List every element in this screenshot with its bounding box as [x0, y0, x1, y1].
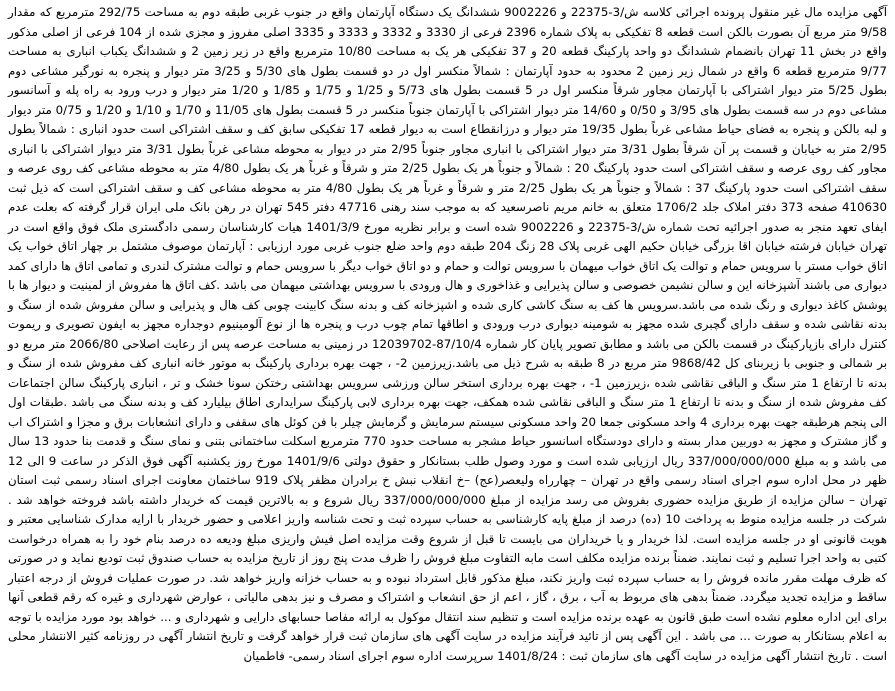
- auction-notice-text: آگهی مزایده مال غیر منقول پرونده اجرائی کلاسه ش/3-22375 و 9002226 ششدانگ یک دستگاه آپارتمان واقع در جنوب غربی طبقه دوم به مساحت 292/75 مترمربع که مقدار 9/58 متر مربع آن بصورت بالکن است قطعه 8 تفکیکی به پلاک شماره 2396 فرعی از 3330 و 3332 و 3333 و 3335 اصلی مفروز و مجزی شده از 104 فرعی از اصلی مذکور واقع در بخش 11 تهران بانضمام ششدانگ دو واحد پارکینگ قطعه 20 و 37 تفکیکی هر یک به مساحت 10/80 مترمربع واقع در زیر زمین 2 و ششدانگ یکباب انباری به مساحت 9/77 مترمربع قطعه 6 واقع در شمال زیر زمین 2 محدود به حدود آپارتمان : شمالاً منکسر اول در دو قسمت بطول های 5/30 و 3/25 متر دیوار و پنجره به نورگیر مشاعی دوم بطول 5/25 متر دیوار اشتراکی با آپارتمان مجاور شرقاً منکسر اول در 5 قسمت بطول های 5/73 و 1/25 و 1/75 و 1/85 و 1/20 متر دیوار و درب ورود به راه پله و آسانسور مشاعی دوم در سه قسمت بطول های 3/95 و 0/50 و 14/60 متر دیوار اشتراکی با آپارتمان جنوباً منکسر در 5 قسمت بطول های 11/05 و 1/70 و 1/10 و 1/20 و 0/75 متر دیوار و لبه بالکن و پنجره به فضای حیاط مشاعی غرباً بطول 19/35 متر دیوار و درزانقطاع است به دیوار قطعه 17 تفکیکی سابق کف و سقف اشتراکی است حدود انباری : شمالاً بطول 2/95 متر به خیابان و قسمت پر آن شرقاً بطول 3/31 متر دیوار اشتراکی با انباری مجاور جنوباً 2/95 متر در دیوار به محوطه مشاعی غرباً بطول 3/31 متر دیوار اشتراکی با انباری مجاور کف روی عرصه و سقف اشتراکی است حدود پارکینگ 20 : شمالاً و جنوباً هر یک بطول 2/25 متر و شرقاً و غرباً هر یک بطول 4/80 متر به محوطه مشاعی کف روی عرصه و سقف اشتراکی است حدود پارکینگ 37 : شمالاً و جنوباً هر یک بطول 2/25 متر و شرقاً و غرباً هر یک بطول 4/80 متر به محوطه مشاعی کف و سقف اشتراکی است که ذیل ثبت 410630 صفحه 373 دفتر املاک جلد 1706/2 متعلق به خانم مریم ناصرسعید که به موجب سند رهنی 47716 دفتر 545 تهران در رهن بانک ملی ایران قرار گرفته که بعلت عدم ایفای تعهد منجر به صدور اجرائیه تحت شماره ش/3-22375 و 9002226 شده است و برابر نظریه مورخ 1401/3/9 هیات کارشناسان رسمی دادگستری ملک فوق واقع است در تهران خیابان فرشته خیابان اقا بزرگی خیابان حکیم الهی غربی پلاک 28 زنگ 204 طبقه دوم واحد ضلع جنوب غربی مورد ارزیابی : آپارتمان موصوف مشتمل بر چهار اتاق خواب یک اتاق خواب مستر با سرویس حمام و توالت یک اتاق خواب میهمان با سرویس توالت و حمام و دو اتاق خواب دیگر با سرویس حمام و توالت مشترک لندری و تمامی اتاق ها دارای کمد دیواری می باشند آشپزخانه این و سالن نشیمن خصوصی و سالن پذیرایی و غذاخوری و هال ورودی با سرویس بهداشتی میهمان می باشد .کف اتاق ها مفروش از لمینیت و دیوار ها با پوشش کاغذ دیواری و رنگ شده می باشد.سرویس ها کف به سنگ کاشی کاری شده و اشپزخانه کف و بدنه سنگ کابینت چوبی کف هال و پذیرایی و سالن مفروش شده از سنگ و بدنه نقاشی شده و سقف دارای گچبری شده مجهز به شومینه دیواری درب ورودی و اطاقها تمام چوب درب و پنجره ها از نوع آلومینیوم دوجداره مجهز به ایفون تصویری و ریموت کنترل دارای بازپارکینگ در قسمت بالکن می باشد و مطابق تصویر پایان کار شماره 87/10/4-12039702 در زمینی به مساحت عرصه پس از رعایت اصلاحی 2066/80 متر مربع دو بر شمالی و جنوبی با زیربنای کل 9868/42 متر مربع در 8 طبقه به شرح ذیل می باشد.زیرزمین 2- ، جهت بهره برداری پارکینگ به موتور خانه انباری کف مفروش شده از سنگ و بدنه تا ارتفاع 1 متر سنگ و الباقی نقاشی شده ،زیرزمین 1- ، جهت بهره برداری استخر سالن ورزشی سرویس بهداشتی رختکن سونا خشک و تر ، انباری پارکینگ سالن اجتماعات کف مفروش شده از سنگ و بدنه تا ارتفاع 1 متر سنگ و الباقی نقاشی شده همکف، جهت بهره برداری لابی پارکینگ سرایداری اطاق بیلیارد کف و بدنه سنگ می باشد .طبقات اول الی پنجم هرطبقه جهت بهره برداری 4 واحد مسکونی جمعا 20 واحد مسکونی سیستم سرمایش و گرمایش چیلر با فن کوئل های سقفی و دارای انشعابات برق و مجزا و اشتراک اب و گاز مشترک و مجهز به دوربین مدار بسته و دارای دودستگاه اسانسور حیاط مشجر به مساحت حدود 770 مترمربع اسکلت ساختمانی بتنی و نمای سنگ و قدمت بنا حدود 13 سال می باشد و به مبلغ 337/000/000/000 ریال ارزیابی شده است و مورد وصول طلب بستانکار و حقوق دولتی 1401/9/6 مورخ روز یکشنبه آگهی فوق الذکر در ساعت 9 الی 12 ظهر در محل اداره سوم اجرای اسناد رسمی واقع در تهران – چهارراه ولیعصر(عج) –خ انقلاب نبش خ برادران مظفر پلاک 919 ساختمان معاونت اجرای اسناد رسمی ثبت استان تهران – سالن مزایده از طریق مزایده حضوری بفروش می رسد مزایده از مبلغ 337/000/000/000 ریال شروع و به بالاترین قیمت که خریدار داشته باشد فروخته خواهد شد . شرکت در جلسه مزایده منوط به پرداخت 10 (ده) درصد از مبلغ پایه کارشناسی به حساب سپرده ثبت و تحت شناسه واریز اعلامی و حضور خریدار با ارایه مدارک شناسایی معتبر و هویت قانونی او در جلسه مزایده است. لذا خریدار و یا خریداران می بایست تا قبل از شروع وقت مزایده اصل فیش واریزی مبلغ ودیعه ده درصد بنام خود را به همراه درخواست کتبی به واحد اجرا تسلیم و ثبت نمایند. ضمناً برنده مزایده مکلف است مابه التفاوت مبلغ فروش را ظرف مدت پنج روز از تاریخ مزایده به حساب صندوق ثبت تودیع نماید و در صورتی که ظرف مهلت مقرر مانده فروش را به حساب سپرده ثبت واریز نکند، مبلغ مذکور قابل استرداد نبوده و به حساب خزانه واریز خواهد شد. در صورت عملیات فروش از درجه اعتبار ساقط و مزایده تجدید میگردد. ضمناً بدهی های مربوط به آب ، برق ، گاز ، اعم از حق انشعاب و اشتراک و مصرف و نیز بدهی مالیاتی ، عوارض شهرداری و غیره که رقم قطعی آنها برای این اداره معلوم نشده است طبق قانون به عهده برنده مزایده است و تنظیم سند انتقال موکول به ارائه مفاصا حسابهای دارایی و شهرداری و ... خواهد بود مورد مزایده با توجه به اعلام بستانکار به صورت ... می باشد . این آگهی پس از تائید فرآیند مزایده در سایت آگهی های سازمان ثبت قرار خواهد گرفت و تاریخ انتشار آگهی در روزنامه کثیر الانتشار محلی است . تاریخ انتشار آگهی مزایده در سایت آگهی های سازمان ثبت : 1401/8/24 سرپرست اداره سوم اجرای اسناد رسمی- فاطمیان: [8, 5, 888, 663]
